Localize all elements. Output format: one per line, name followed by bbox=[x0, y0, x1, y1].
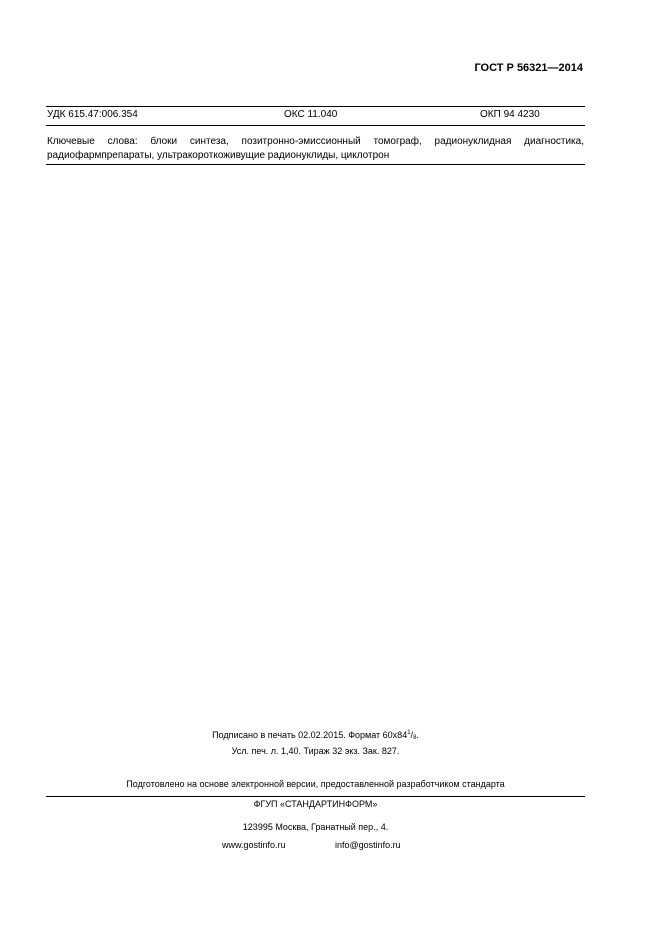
classification-row bbox=[47, 109, 584, 123]
keywords-divider bbox=[46, 164, 585, 165]
keywords-block bbox=[47, 135, 584, 163]
udk-code: УДК 615.47:006.354 bbox=[47, 109, 138, 120]
keywords-line-1: Ключевые слова: блоки синтеза, позитронно-эмиссионный томограф, радионуклидная диагностика, bbox=[47, 136, 584, 147]
email-link[interactable]: info@gostinfo.ru bbox=[335, 840, 401, 850]
standard-code: ГОСТ Р 56321—2014 bbox=[474, 62, 583, 74]
okp-code: ОКП 94 4230 bbox=[480, 109, 540, 120]
publisher-divider bbox=[46, 796, 585, 797]
website-link[interactable]: www.gostinfo.ru bbox=[222, 840, 286, 850]
print-details: Усл. печ. л. 1,40. Тираж 32 экз. Зак. 827. bbox=[231, 746, 400, 756]
oks-code: ОКС 11.040 bbox=[284, 109, 338, 120]
prepared-note: Подготовлено на основе электронной версии, предоставленной разработчиком стандарта bbox=[126, 779, 505, 789]
format-denominator: 8 bbox=[413, 735, 417, 741]
publisher-address: 123995 Москва, Гранатный пер., 4. bbox=[242, 822, 389, 832]
format-numerator: 1 bbox=[407, 730, 411, 736]
signed-line bbox=[46, 730, 585, 741]
format-end: . bbox=[416, 730, 419, 740]
publisher-name: ФГУП «СТАНДАРТИНФОРМ» bbox=[253, 799, 378, 809]
top-divider bbox=[46, 106, 585, 107]
format-slash: / bbox=[410, 730, 414, 740]
keywords-line-2: радиофармпрепараты, ультракороткоживущие радионуклиды, циклотрон bbox=[47, 150, 390, 161]
signed-text: Подписано в печать 02.02.2015. Формат 60х84 bbox=[212, 730, 408, 740]
classification-divider bbox=[46, 125, 585, 126]
